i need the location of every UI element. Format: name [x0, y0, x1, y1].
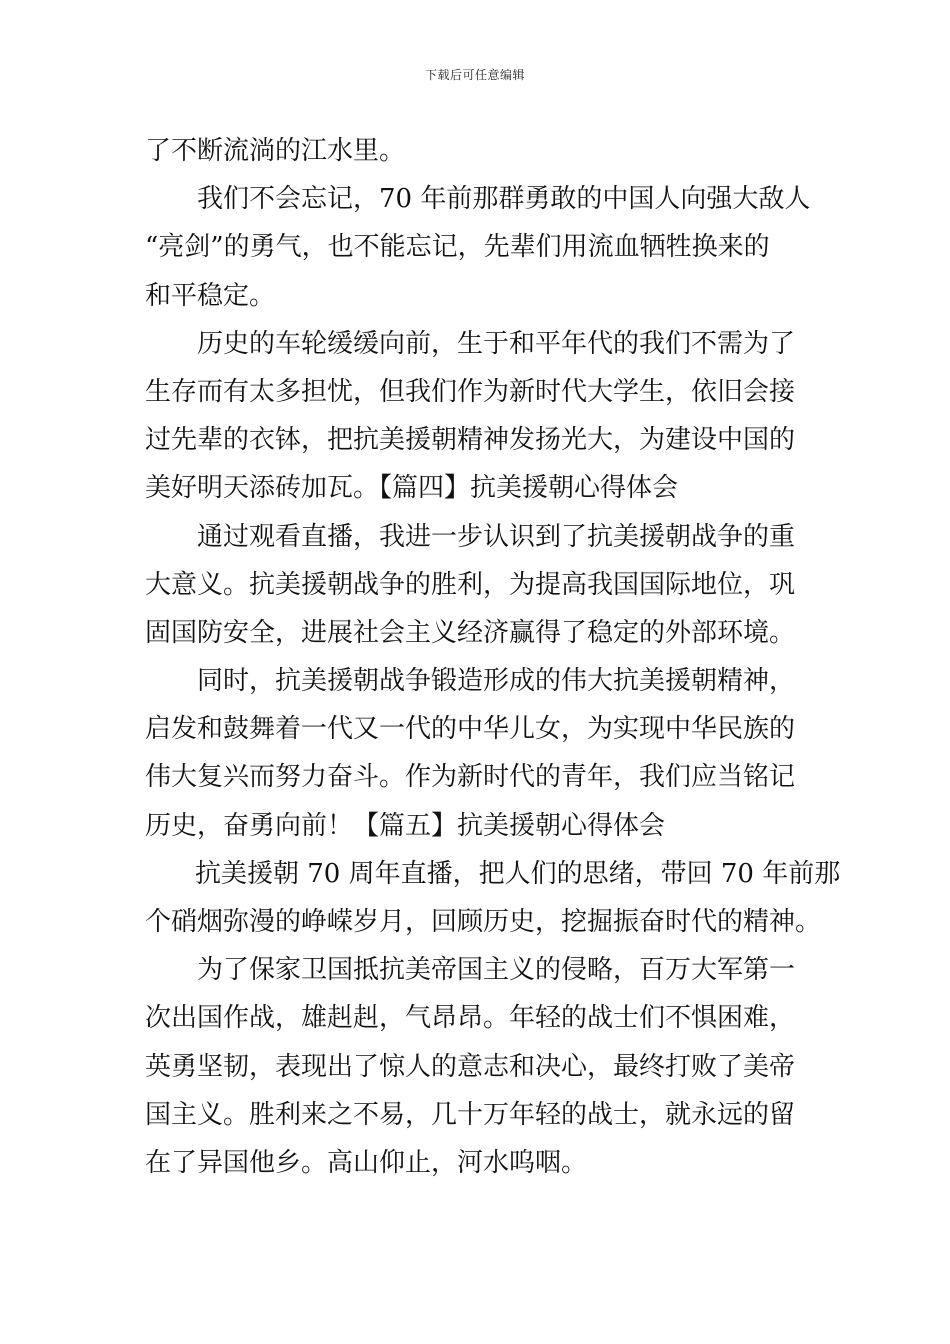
text-line: 次出国作战，雄赳赳，气昂昂。年轻的战士们不惧困难，	[145, 1003, 796, 1034]
text-line: 国主义。胜利来之不易，几十万年轻的战士，就永远的留	[145, 1099, 796, 1130]
paragraph-start-line: 同时，抗美援朝战争锻造形成的伟大抗美援朝精神，	[197, 666, 796, 697]
paragraph-start-line: 抗美援朝 70 周年直播，把人们的思绪，带回 70 年前那	[195, 858, 841, 889]
text-line: 和平稳定。	[145, 280, 276, 311]
text-line: 英勇坚韧，表现出了惊人的意志和决心，最终打败了美帝	[145, 1051, 796, 1082]
paragraph-start-line: 历史的车轮缓缓向前，生于和平年代的我们不需为了	[197, 328, 796, 359]
body-text	[145, 127, 841, 1187]
text-line: 在了异国他乡。高山仰止，河水呜咽。	[145, 1147, 588, 1178]
text-line: 伟大复兴而努力奋斗。作为新时代的青年，我们应当铭记	[145, 762, 796, 793]
text-line: 固国防安全，进展社会主义经济赢得了稳定的外部环境。	[145, 617, 796, 648]
text-line: 历史，奋勇向前！【篇五】抗美援朝心得体会	[145, 810, 666, 841]
paragraph-start-line: 我们不会忘记，70 年前那群勇敢的中国人向强大敌人	[197, 184, 811, 215]
text-line: 个硝烟弥漫的峥嵘岁月，回顾历史，挖掘振奋时代的精神。	[145, 907, 822, 937]
text-line: 美好明天添砖加瓦。【篇四】抗美援朝心得体会	[145, 473, 679, 504]
paragraph-start-line: 为了保家卫国抵抗美帝国主义的侵略，百万大军第一	[197, 955, 796, 986]
paragraph-start-line: 通过观看直播，我进一步认识到了抗美援朝战争的重	[197, 521, 796, 552]
text-line: 生存而有太多担忧，但我们作为新时代大学生，依旧会接	[145, 376, 796, 407]
text-line: 了不断流淌的江水里。	[145, 136, 406, 166]
text-line: 启发和鼓舞着一代又一代的中华儿女，为实现中华民族的	[145, 714, 796, 745]
page-header: 下载后可任意编辑	[424, 68, 525, 82]
text-line: 大意义。抗美援朝战争的胜利，为提高我国国际地位，巩	[145, 569, 796, 600]
text-line: “亮剑”的勇气，也不能忘记，先辈们用流血牺牲换来的	[145, 232, 770, 263]
text-line: 过先辈的衣钵，把抗美援朝精神发扬光大，为建设中国的	[145, 425, 796, 456]
